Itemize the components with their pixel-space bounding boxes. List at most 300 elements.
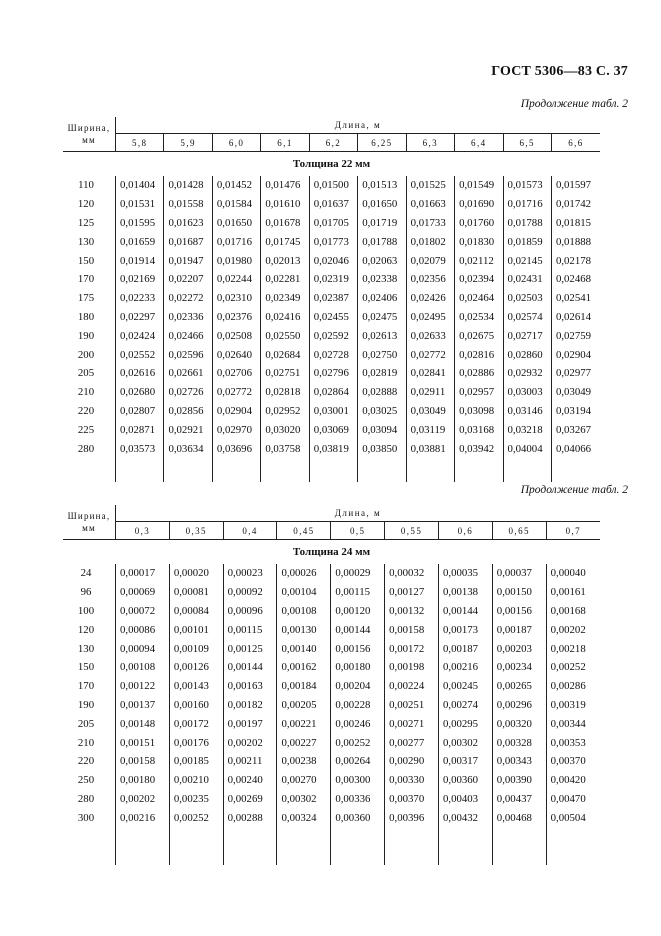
volume-cell: 0,02046 <box>309 251 357 270</box>
volume-cell: 0,00224 <box>385 677 439 696</box>
volume-cell: 0,02684 <box>261 345 309 364</box>
volume-cell: 0,00144 <box>438 602 492 621</box>
volume-cell: 0,00204 <box>331 677 385 696</box>
volume-cell: 0,00203 <box>492 639 546 658</box>
length-column-header: 6,0 <box>212 134 260 152</box>
volume-cell: 0,00271 <box>385 714 439 733</box>
width-cell: 100 <box>77 604 95 617</box>
volume-cell: 0,00252 <box>546 658 600 677</box>
volume-cell: 0,00180 <box>331 658 385 677</box>
volume-cell: 0,02406 <box>358 289 406 308</box>
volume-cell: 0,00156 <box>492 602 546 621</box>
volume-cell: 0,02063 <box>358 251 406 270</box>
volume-cell: 0,00252 <box>331 733 385 752</box>
volume-cell: 0,00240 <box>223 771 277 790</box>
volume-cell: 0,00026 <box>277 564 331 583</box>
tail-width-cell <box>63 827 116 865</box>
volume-cell: 0,03168 <box>455 420 503 439</box>
volume-cell: 0,00277 <box>385 733 439 752</box>
width-cell: 190 <box>77 329 95 342</box>
volume-cell: 0,01595 <box>116 214 164 233</box>
volume-cell: 0,01513 <box>358 176 406 195</box>
volume-cell: 0,04004 <box>503 439 551 458</box>
table-head <box>63 117 600 152</box>
volume-cell: 0,02376 <box>212 308 260 327</box>
volume-cell: 0,00161 <box>546 583 600 602</box>
volume-cell: 0,03098 <box>455 402 503 421</box>
volume-cell: 0,02633 <box>406 326 454 345</box>
volume-cell: 0,00130 <box>277 620 331 639</box>
width-cell: 220 <box>77 755 95 768</box>
volume-cell: 0,00432 <box>438 808 492 827</box>
volume-cell: 0,00360 <box>331 808 385 827</box>
width-cell: 300 <box>77 811 95 824</box>
volume-cell: 0,01830 <box>455 232 503 251</box>
volume-cell: 0,00245 <box>438 677 492 696</box>
width-cell: 190 <box>77 698 95 711</box>
volume-cell: 0,01690 <box>455 195 503 214</box>
volume-cell: 0,02281 <box>261 270 309 289</box>
volume-cell: 0,00176 <box>169 733 223 752</box>
volume-cell: 0,00317 <box>438 752 492 771</box>
width-cell: 175 <box>77 292 95 305</box>
table-row <box>63 602 600 621</box>
width-cell: 210 <box>77 386 95 399</box>
width-cell: 130 <box>77 642 95 655</box>
volume-cell: 0,01623 <box>164 214 212 233</box>
width-cell: 280 <box>77 792 95 805</box>
volume-cell: 0,00109 <box>169 639 223 658</box>
width-cell: 220 <box>77 404 95 417</box>
table-row <box>63 583 600 602</box>
table-tail-row <box>63 458 600 482</box>
volume-cell: 0,00198 <box>385 658 439 677</box>
volume-cell: 0,01597 <box>551 176 600 195</box>
length-column-header: 6,1 <box>261 134 309 152</box>
volume-cell: 0,00096 <box>223 602 277 621</box>
tail-cell <box>546 827 600 865</box>
volume-cell: 0,02616 <box>116 364 164 383</box>
volume-cell: 0,00184 <box>277 677 331 696</box>
volume-cell: 0,03020 <box>261 420 309 439</box>
volume-cell: 0,02841 <box>406 364 454 383</box>
length-header: Длина, м <box>116 505 601 522</box>
volume-cell: 0,03194 <box>551 402 600 421</box>
volume-cell: 0,02970 <box>212 420 260 439</box>
table-row <box>63 232 600 251</box>
volume-cell: 0,00144 <box>223 658 277 677</box>
volume-cell: 0,00238 <box>277 752 331 771</box>
volume-cell: 0,01773 <box>309 232 357 251</box>
tail-cell <box>503 458 551 482</box>
volume-cell: 0,02244 <box>212 270 260 289</box>
volume-cell: 0,03069 <box>309 420 357 439</box>
volume-cell: 0,02336 <box>164 308 212 327</box>
volume-cell: 0,02112 <box>455 251 503 270</box>
volume-cell: 0,01637 <box>309 195 357 214</box>
volume-cell: 0,00180 <box>116 771 170 790</box>
width-cell: 150 <box>77 254 95 267</box>
volume-cell: 0,02932 <box>503 364 551 383</box>
volume-cell: 0,00319 <box>546 696 600 715</box>
volume-cell: 0,01719 <box>358 214 406 233</box>
volume-cell: 0,01733 <box>406 214 454 233</box>
length-column-header: 6,3 <box>406 134 454 152</box>
tail-cell <box>261 458 309 482</box>
volume-cell: 0,02750 <box>358 345 406 364</box>
volume-cell: 0,03696 <box>212 439 260 458</box>
volume-cell: 0,02541 <box>551 289 600 308</box>
table-row <box>63 402 600 421</box>
width-cell: 250 <box>77 774 95 787</box>
width-column-header <box>63 117 116 152</box>
volume-cell: 0,00353 <box>546 733 600 752</box>
volume-cell: 0,03942 <box>455 439 503 458</box>
volume-cell: 0,03003 <box>503 383 551 402</box>
volume-cell: 0,01705 <box>309 214 357 233</box>
tail-cell <box>438 827 492 865</box>
volume-cell: 0,03881 <box>406 439 454 458</box>
volume-cell: 0,04066 <box>551 439 600 458</box>
volume-cell: 0,02726 <box>164 383 212 402</box>
volume-cell: 0,02614 <box>551 308 600 327</box>
volume-cell: 0,00084 <box>169 602 223 621</box>
volume-cell: 0,00122 <box>116 677 170 696</box>
volume-cell: 0,00144 <box>331 620 385 639</box>
volume-cell: 0,01663 <box>406 195 454 214</box>
volume-cell: 0,00101 <box>169 620 223 639</box>
tail-cell <box>406 458 454 482</box>
volume-cell: 0,02911 <box>406 383 454 402</box>
length-column-header: 0,5 <box>331 522 385 540</box>
volume-cell: 0,00197 <box>223 714 277 733</box>
table-head <box>63 505 600 540</box>
volume-cell: 0,02495 <box>406 308 454 327</box>
volume-cell: 0,00290 <box>385 752 439 771</box>
width-cell: 225 <box>77 423 95 436</box>
length-column-header: 0,3 <box>116 522 170 540</box>
volume-cell: 0,00360 <box>438 771 492 790</box>
volume-cell: 0,02424 <box>116 326 164 345</box>
width-cell: 205 <box>77 367 95 380</box>
table-row <box>63 345 600 364</box>
width-cell: 120 <box>77 198 95 211</box>
volume-cell: 0,02818 <box>261 383 309 402</box>
volume-cell: 0,00172 <box>169 714 223 733</box>
volume-cell: 0,03146 <box>503 402 551 421</box>
volume-cell: 0,00288 <box>223 808 277 827</box>
table1-thickness-22 <box>63 117 600 482</box>
volume-cell: 0,00228 <box>331 696 385 715</box>
volume-cell: 0,02145 <box>503 251 551 270</box>
volume-cell: 0,00127 <box>385 583 439 602</box>
volume-cell: 0,02550 <box>261 326 309 345</box>
table-row <box>63 251 600 270</box>
volume-cell: 0,02957 <box>455 383 503 402</box>
width-cell: 170 <box>77 680 95 693</box>
tail-cell <box>169 827 223 865</box>
volume-cell: 0,02013 <box>261 251 309 270</box>
volume-cell: 0,00320 <box>492 714 546 733</box>
volume-cell: 0,00017 <box>116 564 170 583</box>
tail-cell <box>116 458 164 482</box>
volume-cell: 0,02819 <box>358 364 406 383</box>
volume-cell: 0,01888 <box>551 232 600 251</box>
volume-cell: 0,03119 <box>406 420 454 439</box>
volume-cell: 0,02574 <box>503 308 551 327</box>
tail-cell <box>223 827 277 865</box>
volume-cell: 0,00092 <box>223 583 277 602</box>
volume-cell: 0,00265 <box>492 677 546 696</box>
volume-cell: 0,02816 <box>455 345 503 364</box>
volume-cell: 0,02904 <box>551 345 600 364</box>
volume-cell: 0,00143 <box>169 677 223 696</box>
volume-cell: 0,02807 <box>116 402 164 421</box>
volume-cell: 0,00138 <box>438 583 492 602</box>
volume-cell: 0,00172 <box>385 639 439 658</box>
volume-cell: 0,00343 <box>492 752 546 771</box>
volume-cell: 0,02856 <box>164 402 212 421</box>
volume-cell: 0,00227 <box>277 733 331 752</box>
table-row <box>63 176 600 195</box>
volume-cell: 0,02178 <box>551 251 600 270</box>
volume-cell: 0,02871 <box>116 420 164 439</box>
volume-cell: 0,00370 <box>385 790 439 809</box>
volume-cell: 0,00270 <box>277 771 331 790</box>
length-column-header: 0,65 <box>492 522 546 540</box>
width-header-line2: мм <box>82 523 96 533</box>
width-cell: 170 <box>77 273 95 286</box>
volume-cell: 0,02680 <box>116 383 164 402</box>
tail-cell <box>309 458 357 482</box>
table-row <box>63 771 600 790</box>
table-row <box>63 420 600 439</box>
volume-cell: 0,01745 <box>261 232 309 251</box>
width-column-header <box>63 505 116 540</box>
volume-cell: 0,00150 <box>492 583 546 602</box>
volume-cell: 0,03218 <box>503 420 551 439</box>
volume-cell: 0,00125 <box>223 639 277 658</box>
volume-cell: 0,02169 <box>116 270 164 289</box>
table-row <box>63 790 600 809</box>
table-row <box>63 326 600 345</box>
volume-cell: 0,02592 <box>309 326 357 345</box>
volume-cell: 0,00330 <box>385 771 439 790</box>
volume-cell: 0,00173 <box>438 620 492 639</box>
volume-cell: 0,00221 <box>277 714 331 733</box>
header-row-top <box>63 505 600 522</box>
table-row <box>63 308 600 327</box>
table-row <box>63 752 600 771</box>
volume-cell: 0,00390 <box>492 771 546 790</box>
volume-cell: 0,01549 <box>455 176 503 195</box>
table1-continuation-caption: Продолжение табл. 2 <box>520 98 628 110</box>
volume-cell: 0,02717 <box>503 326 551 345</box>
length-column-header: 0,55 <box>385 522 439 540</box>
table-row <box>63 195 600 214</box>
length-header: Длина, м <box>116 117 601 134</box>
volume-cell: 0,00163 <box>223 677 277 696</box>
volume-cell: 0,01687 <box>164 232 212 251</box>
page-header: ГОСТ 5306—83 С. 37 <box>491 64 628 79</box>
volume-cell: 0,02759 <box>551 326 600 345</box>
header-row-columns <box>63 134 600 152</box>
volume-cell: 0,00403 <box>438 790 492 809</box>
volume-cell: 0,00035 <box>438 564 492 583</box>
tail-cell <box>385 827 439 865</box>
volume-cell: 0,01428 <box>164 176 212 195</box>
header-row-top <box>63 117 600 134</box>
thickness-section-title: Толщина 24 мм <box>292 546 371 558</box>
volume-cell: 0,02675 <box>455 326 503 345</box>
volume-cell: 0,02888 <box>358 383 406 402</box>
volume-cell: 0,02349 <box>261 289 309 308</box>
length-column-header: 6,6 <box>551 134 600 152</box>
volume-cell: 0,02503 <box>503 289 551 308</box>
tail-cell <box>455 458 503 482</box>
length-column-header: 5,8 <box>116 134 164 152</box>
table-row <box>63 658 600 677</box>
volume-cell: 0,00274 <box>438 696 492 715</box>
table-row <box>63 364 600 383</box>
volume-cell: 0,03094 <box>358 420 406 439</box>
width-header-line1: Ширина, <box>67 511 111 521</box>
length-column-header: 0,35 <box>169 522 223 540</box>
volume-cell: 0,00140 <box>277 639 331 658</box>
volume-cell: 0,00216 <box>438 658 492 677</box>
volume-cell: 0,01947 <box>164 251 212 270</box>
volume-cell: 0,01716 <box>503 195 551 214</box>
volume-cell: 0,02468 <box>551 270 600 289</box>
volume-cell: 0,02079 <box>406 251 454 270</box>
table-row <box>63 696 600 715</box>
volume-cell: 0,00108 <box>277 602 331 621</box>
width-cell: 24 <box>80 567 92 580</box>
volume-cell: 0,01788 <box>358 232 406 251</box>
width-cell: 96 <box>80 586 92 599</box>
volume-cell: 0,00420 <box>546 771 600 790</box>
table-row <box>63 714 600 733</box>
volume-cell: 0,01760 <box>455 214 503 233</box>
volume-cell: 0,01404 <box>116 176 164 195</box>
volume-cell: 0,00437 <box>492 790 546 809</box>
volume-cell: 0,00158 <box>385 620 439 639</box>
volume-cell: 0,00344 <box>546 714 600 733</box>
volume-cell: 0,00470 <box>546 790 600 809</box>
volume-cell: 0,00370 <box>546 752 600 771</box>
volume-cell: 0,00081 <box>169 583 223 602</box>
table-row <box>63 289 600 308</box>
volume-cell: 0,03634 <box>164 439 212 458</box>
thickness-section-title: Толщина 22 мм <box>292 158 371 170</box>
header-row-columns <box>63 522 600 540</box>
table-row <box>63 639 600 658</box>
volume-cell: 0,00126 <box>169 658 223 677</box>
table-body <box>63 152 600 482</box>
volume-cell: 0,00137 <box>116 696 170 715</box>
volume-cell: 0,00029 <box>331 564 385 583</box>
volume-cell: 0,01815 <box>551 214 600 233</box>
volume-cell: 0,00162 <box>277 658 331 677</box>
volume-cell: 0,02706 <box>212 364 260 383</box>
width-cell: 125 <box>77 216 95 229</box>
volume-cell: 0,01573 <box>503 176 551 195</box>
volume-cell: 0,02416 <box>261 308 309 327</box>
volume-cell: 0,03267 <box>551 420 600 439</box>
volume-cell: 0,02387 <box>309 289 357 308</box>
volume-cell: 0,00115 <box>331 583 385 602</box>
width-header-line2: мм <box>82 135 96 145</box>
volume-cell: 0,00246 <box>331 714 385 733</box>
table-row <box>63 677 600 696</box>
volume-cell: 0,00040 <box>546 564 600 583</box>
volume-cell: 0,02431 <box>503 270 551 289</box>
volume-cell: 0,00216 <box>116 808 170 827</box>
volume-cell: 0,02613 <box>358 326 406 345</box>
volume-cell: 0,00202 <box>546 620 600 639</box>
volume-cell: 0,02751 <box>261 364 309 383</box>
volume-cell: 0,00037 <box>492 564 546 583</box>
volume-cell: 0,02426 <box>406 289 454 308</box>
width-cell: 180 <box>77 310 95 323</box>
volume-cell: 0,00156 <box>331 639 385 658</box>
volume-cell: 0,02596 <box>164 345 212 364</box>
volume-cell: 0,00132 <box>385 602 439 621</box>
table-row <box>63 620 600 639</box>
volume-cell: 0,00328 <box>492 733 546 752</box>
volume-cell: 0,00023 <box>223 564 277 583</box>
tail-width-cell <box>63 458 116 482</box>
volume-cell: 0,02886 <box>455 364 503 383</box>
tail-cell <box>331 827 385 865</box>
volume-cell: 0,00032 <box>385 564 439 583</box>
table2-continuation-caption: Продолжение табл. 2 <box>520 484 628 496</box>
volume-cell: 0,00264 <box>331 752 385 771</box>
volume-cell: 0,00182 <box>223 696 277 715</box>
width-cell: 205 <box>77 717 95 730</box>
volume-cell: 0,00072 <box>116 602 170 621</box>
volume-cell: 0,00251 <box>385 696 439 715</box>
volume-cell: 0,00235 <box>169 790 223 809</box>
volume-cell: 0,03850 <box>358 439 406 458</box>
volume-cell: 0,00185 <box>169 752 223 771</box>
volume-cell: 0,00094 <box>116 639 170 658</box>
tail-cell <box>212 458 260 482</box>
table-tail-row <box>63 827 600 865</box>
volume-cell: 0,00120 <box>331 602 385 621</box>
length-column-header: 6,25 <box>358 134 406 152</box>
volume-cell: 0,02772 <box>406 345 454 364</box>
table-row <box>63 383 600 402</box>
volume-cell: 0,02661 <box>164 364 212 383</box>
length-column-header: 6,2 <box>309 134 357 152</box>
table-row <box>63 214 600 233</box>
volume-cell: 0,03049 <box>406 402 454 421</box>
volume-cell: 0,00286 <box>546 677 600 696</box>
volume-cell: 0,00104 <box>277 583 331 602</box>
volume-cell: 0,01610 <box>261 195 309 214</box>
volume-cell: 0,00187 <box>492 620 546 639</box>
volume-cell: 0,01500 <box>309 176 357 195</box>
volume-cell: 0,00205 <box>277 696 331 715</box>
volume-cell: 0,00160 <box>169 696 223 715</box>
volume-cell: 0,00086 <box>116 620 170 639</box>
table-row <box>63 439 600 458</box>
volume-cell: 0,02952 <box>261 402 309 421</box>
volume-cell: 0,01584 <box>212 195 260 214</box>
table-row <box>63 733 600 752</box>
volume-cell: 0,02356 <box>406 270 454 289</box>
